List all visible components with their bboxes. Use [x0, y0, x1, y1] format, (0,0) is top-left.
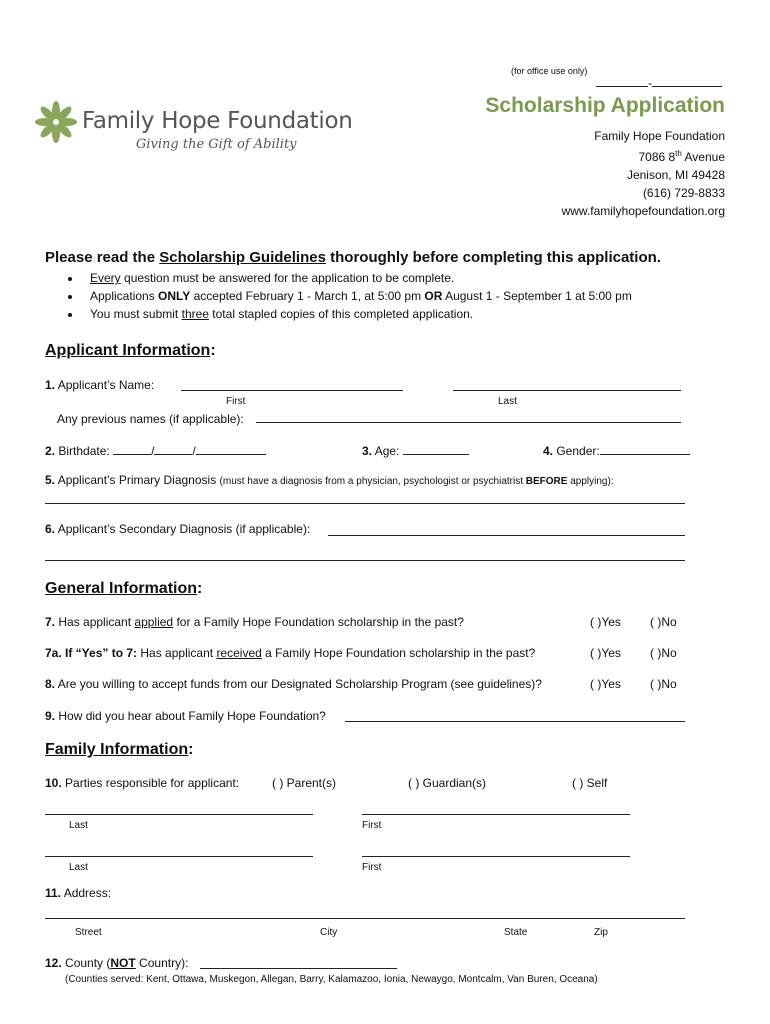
- party2-first-field[interactable]: [362, 856, 630, 857]
- list-item: You must submit three total stapled copies of this completed application.: [90, 307, 632, 325]
- birth-day-field[interactable]: [154, 442, 192, 455]
- office-use-separator: -: [648, 76, 652, 90]
- q12-county: 12. County (NOT Country):: [45, 956, 189, 970]
- state-caption: State: [504, 927, 528, 938]
- zip-caption: Zip: [594, 927, 608, 938]
- logo-tagline: Giving the Gift of Ability: [136, 137, 297, 152]
- q11-address: 11. Address:: [45, 886, 112, 900]
- party2-last-field[interactable]: [45, 856, 313, 857]
- previous-names-label: Any previous names (if applicable):: [57, 412, 244, 426]
- age-field[interactable]: [403, 442, 469, 455]
- page-title: Scholarship Application: [485, 94, 725, 117]
- q10-responsible-parties: 10. Parties responsible for applicant:: [45, 776, 240, 790]
- last-caption: Last: [498, 396, 517, 407]
- family-info-heading: Family Information:: [45, 741, 194, 758]
- q9-how-heard: 9. How did you hear about Family Hope Foundation?: [45, 709, 326, 723]
- requirements-list: [90, 271, 632, 325]
- q7-no-option[interactable]: ( )No: [650, 615, 677, 629]
- party1-last-field[interactable]: [45, 814, 313, 815]
- how-heard-field[interactable]: [345, 721, 685, 722]
- q4-gender: 4. Gender:: [543, 442, 690, 458]
- q1-label: 1. Applicant’s Name:: [45, 378, 155, 392]
- party1-first-caption: First: [362, 820, 382, 831]
- q8-no-option[interactable]: ( )No: [650, 677, 677, 691]
- parent-option[interactable]: ( ) Parent(s): [272, 776, 337, 790]
- address-field[interactable]: [45, 918, 685, 919]
- q3-age: 3. Age:: [362, 442, 469, 458]
- secondary-diagnosis-field[interactable]: [328, 535, 685, 536]
- first-caption: First: [226, 396, 246, 407]
- last-name-field[interactable]: [453, 390, 681, 391]
- intro-heading: Please read the Scholarship Guidelines thoroughly before completing this application.: [45, 249, 661, 266]
- first-name-field[interactable]: [181, 390, 403, 391]
- address-org: Family Hope Foundation: [594, 129, 725, 143]
- county-field[interactable]: [200, 968, 397, 969]
- office-use-label: (for office use only): [511, 66, 588, 76]
- previous-names-field[interactable]: [256, 422, 681, 423]
- counties-served-note: (Counties served: Kent, Ottawa, Muskegon, Allegan, Barry, Kalamazoo, Ionia, Newaygo, Montcalm, Van Buren, Oceana): [65, 974, 598, 985]
- guidelines-link[interactable]: Scholarship Guidelines: [159, 249, 326, 266]
- logo-name: Family Hope Foundation: [82, 108, 353, 134]
- address-phone: (616) 729-8833: [642, 186, 725, 200]
- gender-field[interactable]: [600, 442, 690, 455]
- guardian-option[interactable]: ( ) Guardian(s): [408, 776, 487, 790]
- family-hope-logo: [34, 100, 78, 147]
- party1-first-field[interactable]: [362, 814, 630, 815]
- q6-secondary-diagnosis: 6. Applicant’s Secondary Diagnosis (if applicable):: [45, 522, 311, 536]
- self-option[interactable]: ( ) Self: [572, 776, 608, 790]
- street-caption: Street: [75, 927, 102, 938]
- applicant-info-heading: Applicant Information:: [45, 342, 216, 359]
- address-city: Jenison, MI 49428: [626, 168, 725, 182]
- address-street: 7086 8th Avenue: [638, 149, 725, 164]
- q2-birthdate: 2. Birthdate: / /: [45, 442, 266, 458]
- q7-yes-option[interactable]: ( )Yes: [590, 615, 621, 629]
- birth-month-field[interactable]: [113, 442, 151, 455]
- secondary-diagnosis-field-line2[interactable]: [45, 560, 685, 561]
- primary-diagnosis-field[interactable]: [45, 503, 685, 504]
- list-item: Applications ONLY accepted February 1 - March 1, at 5:00 pm OR August 1 - September 1 at 5:00 pm: [90, 289, 632, 307]
- birth-year-field[interactable]: [196, 442, 266, 455]
- q7a-received: 7a. If “Yes” to 7: Has applicant received a Family Hope Foundation scholarship in the past?: [45, 646, 536, 660]
- q7a-yes-option[interactable]: ( )Yes: [590, 646, 621, 660]
- list-item: Every question must be answered for the application to be complete.: [90, 271, 632, 289]
- org-address: [562, 127, 725, 220]
- party1-last-caption: Last: [69, 820, 88, 831]
- q8-yes-option[interactable]: ( )Yes: [590, 677, 621, 691]
- address-website[interactable]: www.familyhopefoundation.org: [561, 204, 725, 218]
- office-use-field[interactable]: [596, 74, 722, 90]
- q7a-no-option[interactable]: ( )No: [650, 646, 677, 660]
- general-info-heading: General Information:: [45, 580, 203, 597]
- party2-last-caption: Last: [69, 862, 88, 873]
- q8-designated-funds: 8. Are you willing to accept funds from our Designated Scholarship Program (see guidelines)?: [45, 677, 542, 691]
- flower-leaf-icon: [34, 100, 78, 144]
- q5-primary-diagnosis: 5. Applicant’s Primary Diagnosis (must have a diagnosis from a physician, psychologist or psychiatrist BEFORE applying):: [45, 473, 614, 487]
- q7-applied: 7. Has applicant applied for a Family Hope Foundation scholarship in the past?: [45, 615, 464, 629]
- city-caption: City: [320, 927, 338, 938]
- party2-first-caption: First: [362, 862, 382, 873]
